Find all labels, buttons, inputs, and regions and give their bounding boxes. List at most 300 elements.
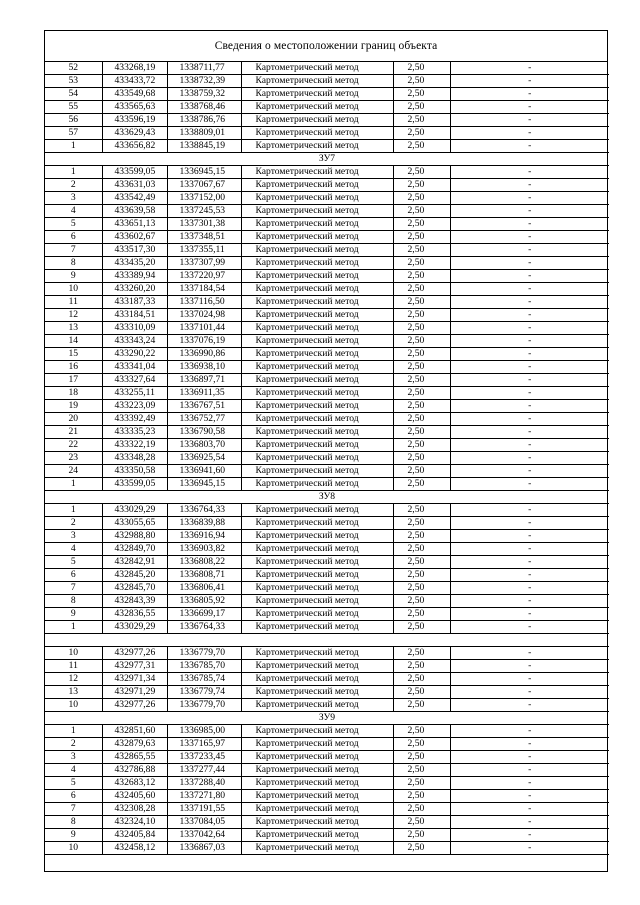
table-row	[45, 517, 609, 530]
point-number-cell: 54	[45, 88, 102, 101]
x-coordinate-cell: 433223,09	[102, 400, 167, 413]
point-number-cell: 1	[45, 478, 102, 491]
accuracy-cell: 2,50	[393, 543, 450, 556]
method-cell: Картометрический метод	[241, 569, 393, 582]
method-cell: Картометрический метод	[241, 608, 393, 621]
accuracy-cell: 2,50	[393, 517, 450, 530]
y-coordinate-cell: 1338809,01	[167, 127, 241, 140]
x-coordinate-cell: 433029,29	[102, 621, 167, 634]
note-cell: -	[450, 166, 609, 179]
point-number-cell: 10	[45, 699, 102, 712]
accuracy-cell: 2,50	[393, 322, 450, 335]
table-row	[45, 556, 609, 569]
y-coordinate-cell: 1336897,71	[167, 374, 241, 387]
x-coordinate-cell: 432324,10	[102, 816, 167, 829]
table-row	[45, 296, 609, 309]
table-row	[45, 335, 609, 348]
y-coordinate-cell: 1336808,22	[167, 556, 241, 569]
y-coordinate-cell: 1337076,19	[167, 335, 241, 348]
note-cell: -	[450, 192, 609, 205]
method-cell: Картометрический метод	[241, 543, 393, 556]
method-cell: Картометрический метод	[241, 478, 393, 491]
note-cell: -	[450, 803, 609, 816]
note-cell: -	[450, 452, 609, 465]
table-row	[45, 348, 609, 361]
accuracy-cell: 2,50	[393, 400, 450, 413]
note-cell: -	[450, 348, 609, 361]
method-cell: Картометрический метод	[241, 452, 393, 465]
y-coordinate-cell: 1337084,05	[167, 816, 241, 829]
x-coordinate-cell: 432977,26	[102, 647, 167, 660]
x-coordinate-cell: 433255,11	[102, 387, 167, 400]
method-cell: Картометрический метод	[241, 647, 393, 660]
y-coordinate-cell: 1336767,51	[167, 400, 241, 413]
table-row	[45, 452, 609, 465]
point-number-cell: 21	[45, 426, 102, 439]
y-coordinate-cell: 1337042,64	[167, 829, 241, 842]
x-coordinate-cell: 432786,88	[102, 764, 167, 777]
y-coordinate-cell: 1337288,40	[167, 777, 241, 790]
accuracy-cell: 2,50	[393, 88, 450, 101]
point-number-cell: 1	[45, 504, 102, 517]
x-coordinate-cell: 433631,03	[102, 179, 167, 192]
blank-cell	[45, 634, 609, 647]
table-row	[45, 816, 609, 829]
point-number-cell: 9	[45, 829, 102, 842]
x-coordinate-cell: 432845,20	[102, 569, 167, 582]
point-number-cell: 3	[45, 530, 102, 543]
table-row	[45, 387, 609, 400]
method-cell: Картометрический метод	[241, 322, 393, 335]
accuracy-cell: 2,50	[393, 296, 450, 309]
point-number-cell: 19	[45, 400, 102, 413]
method-cell: Картометрический метод	[241, 231, 393, 244]
table-row	[45, 790, 609, 803]
accuracy-cell: 2,50	[393, 452, 450, 465]
note-cell: -	[450, 777, 609, 790]
method-cell: Картометрический метод	[241, 192, 393, 205]
point-number-cell: 10	[45, 647, 102, 660]
table-row	[45, 88, 609, 101]
method-cell: Картометрический метод	[241, 257, 393, 270]
section-header-row	[45, 491, 609, 504]
method-cell: Картометрический метод	[241, 179, 393, 192]
accuracy-cell: 2,50	[393, 218, 450, 231]
accuracy-cell: 2,50	[393, 725, 450, 738]
section-label: ЗУ7	[45, 153, 609, 166]
y-coordinate-cell: 1338768,46	[167, 101, 241, 114]
x-coordinate-cell: 433187,33	[102, 296, 167, 309]
blank-row	[45, 634, 609, 647]
table-row	[45, 621, 609, 634]
method-cell: Картометрический метод	[241, 582, 393, 595]
accuracy-cell: 2,50	[393, 738, 450, 751]
note-cell: -	[450, 387, 609, 400]
table-row	[45, 140, 609, 153]
accuracy-cell: 2,50	[393, 348, 450, 361]
table-row	[45, 530, 609, 543]
accuracy-cell: 2,50	[393, 205, 450, 218]
x-coordinate-cell: 432988,80	[102, 530, 167, 543]
x-coordinate-cell: 433350,58	[102, 465, 167, 478]
y-coordinate-cell: 1337271,80	[167, 790, 241, 803]
x-coordinate-cell: 433310,09	[102, 322, 167, 335]
y-coordinate-cell: 1337277,44	[167, 764, 241, 777]
method-cell: Картометрический метод	[241, 660, 393, 673]
point-number-cell: 13	[45, 686, 102, 699]
x-coordinate-cell: 432842,91	[102, 556, 167, 569]
y-coordinate-cell: 1336785,74	[167, 673, 241, 686]
table-row	[45, 699, 609, 712]
method-cell: Картометрический метод	[241, 790, 393, 803]
x-coordinate-cell: 433656,82	[102, 140, 167, 153]
method-cell: Картометрический метод	[241, 816, 393, 829]
accuracy-cell: 2,50	[393, 842, 450, 855]
point-number-cell: 8	[45, 257, 102, 270]
note-cell: -	[450, 127, 609, 140]
method-cell: Картометрический метод	[241, 725, 393, 738]
method-cell: Картометрический метод	[241, 166, 393, 179]
point-number-cell: 1	[45, 166, 102, 179]
note-cell: -	[450, 322, 609, 335]
x-coordinate-cell: 432458,12	[102, 842, 167, 855]
method-cell: Картометрический метод	[241, 517, 393, 530]
x-coordinate-cell: 433549,68	[102, 88, 167, 101]
section-header-row	[45, 153, 609, 166]
accuracy-cell: 2,50	[393, 673, 450, 686]
method-cell: Картометрический метод	[241, 777, 393, 790]
method-cell: Картометрический метод	[241, 673, 393, 686]
x-coordinate-cell: 433651,13	[102, 218, 167, 231]
x-coordinate-cell: 432836,55	[102, 608, 167, 621]
note-cell: -	[450, 179, 609, 192]
accuracy-cell: 2,50	[393, 790, 450, 803]
note-cell: -	[450, 75, 609, 88]
table-row	[45, 257, 609, 270]
accuracy-cell: 2,50	[393, 387, 450, 400]
point-number-cell: 4	[45, 205, 102, 218]
x-coordinate-cell: 432683,12	[102, 777, 167, 790]
table-row	[45, 738, 609, 751]
table-row	[45, 218, 609, 231]
method-cell: Картометрический метод	[241, 101, 393, 114]
y-coordinate-cell: 1337101,44	[167, 322, 241, 335]
y-coordinate-cell: 1337301,38	[167, 218, 241, 231]
accuracy-cell: 2,50	[393, 569, 450, 582]
note-cell: -	[450, 101, 609, 114]
y-coordinate-cell: 1337307,99	[167, 257, 241, 270]
point-number-cell: 22	[45, 439, 102, 452]
point-number-cell: 1	[45, 621, 102, 634]
y-coordinate-cell: 1336985,00	[167, 725, 241, 738]
y-coordinate-cell: 1336839,88	[167, 517, 241, 530]
point-number-cell: 14	[45, 335, 102, 348]
point-number-cell: 15	[45, 348, 102, 361]
note-cell: -	[450, 530, 609, 543]
table-row	[45, 62, 609, 75]
accuracy-cell: 2,50	[393, 75, 450, 88]
y-coordinate-cell: 1336903,82	[167, 543, 241, 556]
accuracy-cell: 2,50	[393, 127, 450, 140]
y-coordinate-cell: 1336779,74	[167, 686, 241, 699]
note-cell: -	[450, 439, 609, 452]
accuracy-cell: 2,50	[393, 166, 450, 179]
accuracy-cell: 2,50	[393, 413, 450, 426]
point-number-cell: 23	[45, 452, 102, 465]
coordinates-table	[45, 62, 609, 855]
note-cell: -	[450, 504, 609, 517]
note-cell: -	[450, 426, 609, 439]
accuracy-cell: 2,50	[393, 686, 450, 699]
x-coordinate-cell: 433389,94	[102, 270, 167, 283]
point-number-cell: 16	[45, 361, 102, 374]
method-cell: Картометрический метод	[241, 530, 393, 543]
accuracy-cell: 2,50	[393, 621, 450, 634]
method-cell: Картометрический метод	[241, 829, 393, 842]
y-coordinate-cell: 1338759,32	[167, 88, 241, 101]
x-coordinate-cell: 432405,60	[102, 790, 167, 803]
table-row	[45, 322, 609, 335]
point-number-cell: 2	[45, 517, 102, 530]
note-cell: -	[450, 244, 609, 257]
x-coordinate-cell: 433184,51	[102, 309, 167, 322]
y-coordinate-cell: 1336808,71	[167, 569, 241, 582]
accuracy-cell: 2,50	[393, 114, 450, 127]
point-number-cell: 53	[45, 75, 102, 88]
point-number-cell: 8	[45, 595, 102, 608]
note-cell: -	[450, 296, 609, 309]
note-cell: -	[450, 517, 609, 530]
table-row	[45, 101, 609, 114]
accuracy-cell: 2,50	[393, 283, 450, 296]
method-cell: Картометрический метод	[241, 335, 393, 348]
x-coordinate-cell: 433029,29	[102, 504, 167, 517]
note-cell: -	[450, 361, 609, 374]
table-row	[45, 582, 609, 595]
table-row	[45, 725, 609, 738]
table-row	[45, 205, 609, 218]
x-coordinate-cell: 433433,72	[102, 75, 167, 88]
point-number-cell: 10	[45, 283, 102, 296]
table-row	[45, 439, 609, 452]
note-cell: -	[450, 413, 609, 426]
note-cell: -	[450, 686, 609, 699]
y-coordinate-cell: 1336805,92	[167, 595, 241, 608]
y-coordinate-cell: 1336945,15	[167, 166, 241, 179]
note-cell: -	[450, 660, 609, 673]
point-number-cell: 7	[45, 244, 102, 257]
table-row	[45, 231, 609, 244]
method-cell: Картометрический метод	[241, 283, 393, 296]
x-coordinate-cell: 432879,63	[102, 738, 167, 751]
x-coordinate-cell: 433260,20	[102, 283, 167, 296]
note-cell: -	[450, 790, 609, 803]
method-cell: Картометрический метод	[241, 88, 393, 101]
method-cell: Картометрический метод	[241, 387, 393, 400]
y-coordinate-cell: 1336911,35	[167, 387, 241, 400]
point-number-cell: 8	[45, 816, 102, 829]
x-coordinate-cell: 432865,55	[102, 751, 167, 764]
y-coordinate-cell: 1336764,33	[167, 504, 241, 517]
y-coordinate-cell: 1337233,45	[167, 751, 241, 764]
note-cell: -	[450, 582, 609, 595]
note-cell: -	[450, 647, 609, 660]
note-cell: -	[450, 699, 609, 712]
table-row	[45, 283, 609, 296]
accuracy-cell: 2,50	[393, 439, 450, 452]
x-coordinate-cell: 433542,49	[102, 192, 167, 205]
page-title: Сведения о местоположении границ объекта	[45, 31, 607, 62]
point-number-cell: 6	[45, 569, 102, 582]
table-row	[45, 777, 609, 790]
point-number-cell: 11	[45, 660, 102, 673]
coordinates-table-body	[45, 62, 609, 855]
accuracy-cell: 2,50	[393, 777, 450, 790]
accuracy-cell: 2,50	[393, 751, 450, 764]
method-cell: Картометрический метод	[241, 439, 393, 452]
note-cell: -	[450, 62, 609, 75]
point-number-cell: 2	[45, 738, 102, 751]
accuracy-cell: 2,50	[393, 595, 450, 608]
method-cell: Картометрический метод	[241, 205, 393, 218]
point-number-cell: 11	[45, 296, 102, 309]
table-row	[45, 569, 609, 582]
y-coordinate-cell: 1337152,00	[167, 192, 241, 205]
note-cell: -	[450, 88, 609, 101]
method-cell: Картометрический метод	[241, 413, 393, 426]
x-coordinate-cell: 432308,28	[102, 803, 167, 816]
method-cell: Картометрический метод	[241, 361, 393, 374]
y-coordinate-cell: 1336941,60	[167, 465, 241, 478]
accuracy-cell: 2,50	[393, 361, 450, 374]
y-coordinate-cell: 1336752,77	[167, 413, 241, 426]
x-coordinate-cell: 433596,19	[102, 114, 167, 127]
table-row	[45, 504, 609, 517]
y-coordinate-cell: 1338711,77	[167, 62, 241, 75]
point-number-cell: 12	[45, 309, 102, 322]
method-cell: Картометрический метод	[241, 764, 393, 777]
table-row	[45, 751, 609, 764]
note-cell: -	[450, 842, 609, 855]
point-number-cell: 9	[45, 608, 102, 621]
table-row	[45, 673, 609, 686]
method-cell: Картометрический метод	[241, 699, 393, 712]
point-number-cell: 5	[45, 777, 102, 790]
y-coordinate-cell: 1337220,97	[167, 270, 241, 283]
x-coordinate-cell: 433435,20	[102, 257, 167, 270]
accuracy-cell: 2,50	[393, 257, 450, 270]
method-cell: Картометрический метод	[241, 504, 393, 517]
section-label: ЗУ9	[45, 712, 609, 725]
table-row	[45, 400, 609, 413]
point-number-cell: 13	[45, 322, 102, 335]
y-coordinate-cell: 1337245,53	[167, 205, 241, 218]
x-coordinate-cell: 433268,19	[102, 62, 167, 75]
table-row	[45, 166, 609, 179]
table-row	[45, 647, 609, 660]
note-cell: -	[450, 738, 609, 751]
accuracy-cell: 2,50	[393, 179, 450, 192]
accuracy-cell: 2,50	[393, 62, 450, 75]
note-cell: -	[450, 764, 609, 777]
note-cell: -	[450, 270, 609, 283]
y-coordinate-cell: 1336806,41	[167, 582, 241, 595]
y-coordinate-cell: 1336925,54	[167, 452, 241, 465]
table-row	[45, 595, 609, 608]
point-number-cell: 1	[45, 725, 102, 738]
table-row	[45, 543, 609, 556]
note-cell: -	[450, 374, 609, 387]
method-cell: Картометрический метод	[241, 348, 393, 361]
table-row	[45, 465, 609, 478]
method-cell: Картометрический метод	[241, 803, 393, 816]
table-row	[45, 608, 609, 621]
section-header-row	[45, 712, 609, 725]
accuracy-cell: 2,50	[393, 244, 450, 257]
method-cell: Картометрический метод	[241, 738, 393, 751]
table-row	[45, 179, 609, 192]
method-cell: Картометрический метод	[241, 374, 393, 387]
x-coordinate-cell: 433343,24	[102, 335, 167, 348]
point-number-cell: 4	[45, 764, 102, 777]
method-cell: Картометрический метод	[241, 62, 393, 75]
method-cell: Картометрический метод	[241, 842, 393, 855]
accuracy-cell: 2,50	[393, 504, 450, 517]
note-cell: -	[450, 114, 609, 127]
method-cell: Картометрический метод	[241, 127, 393, 140]
method-cell: Картометрический метод	[241, 244, 393, 257]
table-row	[45, 413, 609, 426]
table-row	[45, 75, 609, 88]
accuracy-cell: 2,50	[393, 426, 450, 439]
point-number-cell: 9	[45, 270, 102, 283]
method-cell: Картометрический метод	[241, 218, 393, 231]
accuracy-cell: 2,50	[393, 647, 450, 660]
x-coordinate-cell: 433599,05	[102, 478, 167, 491]
y-coordinate-cell: 1337165,97	[167, 738, 241, 751]
note-cell: -	[450, 556, 609, 569]
note-cell: -	[450, 309, 609, 322]
accuracy-cell: 2,50	[393, 764, 450, 777]
y-coordinate-cell: 1336945,15	[167, 478, 241, 491]
note-cell: -	[450, 621, 609, 634]
x-coordinate-cell: 433322,19	[102, 439, 167, 452]
point-number-cell: 3	[45, 192, 102, 205]
point-number-cell: 4	[45, 543, 102, 556]
y-coordinate-cell: 1336699,17	[167, 608, 241, 621]
x-coordinate-cell: 433602,67	[102, 231, 167, 244]
table-row	[45, 660, 609, 673]
table-row	[45, 764, 609, 777]
y-coordinate-cell: 1336785,70	[167, 660, 241, 673]
x-coordinate-cell: 433629,43	[102, 127, 167, 140]
y-coordinate-cell: 1336867,03	[167, 842, 241, 855]
table-row	[45, 361, 609, 374]
accuracy-cell: 2,50	[393, 192, 450, 205]
x-coordinate-cell: 433599,05	[102, 166, 167, 179]
x-coordinate-cell: 433327,64	[102, 374, 167, 387]
x-coordinate-cell: 432977,26	[102, 699, 167, 712]
note-cell: -	[450, 218, 609, 231]
document-frame	[44, 30, 608, 872]
point-number-cell: 57	[45, 127, 102, 140]
accuracy-cell: 2,50	[393, 270, 450, 283]
y-coordinate-cell: 1337024,98	[167, 309, 241, 322]
method-cell: Картометрический метод	[241, 686, 393, 699]
note-cell: -	[450, 257, 609, 270]
accuracy-cell: 2,50	[393, 816, 450, 829]
method-cell: Картометрический метод	[241, 426, 393, 439]
